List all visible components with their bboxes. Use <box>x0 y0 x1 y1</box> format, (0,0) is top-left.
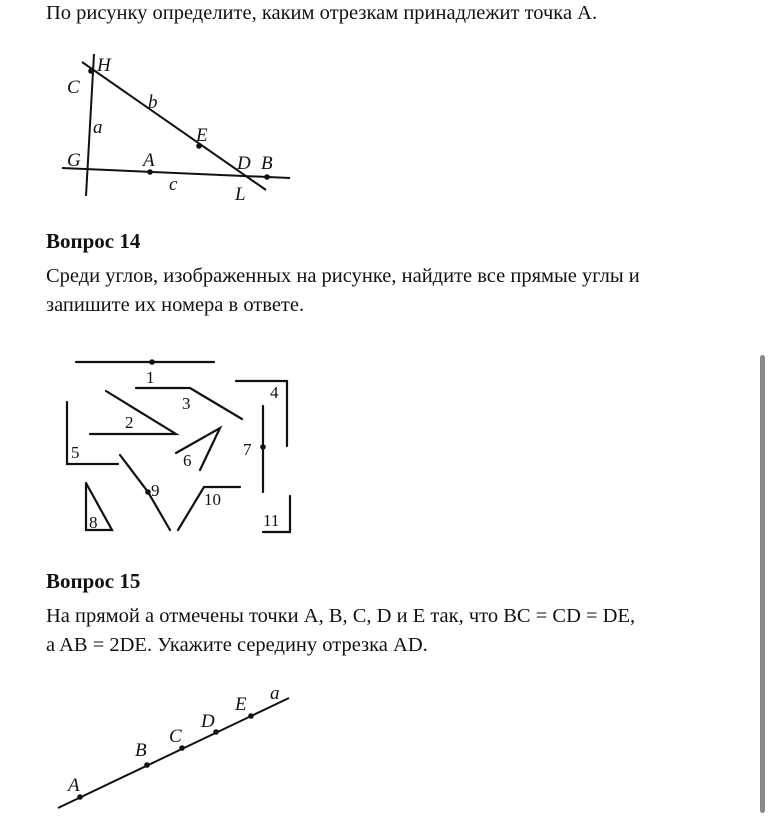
q15-label-c: C <box>169 726 182 747</box>
label-c: C <box>67 77 80 98</box>
q14-text-line2: запишите их номера в ответе. <box>46 294 305 316</box>
angle-6-number: 6 <box>183 451 192 470</box>
angle-9-number: 9 <box>151 481 160 500</box>
label-e: E <box>196 125 208 146</box>
angle-2-number: 2 <box>125 413 134 432</box>
label-h: H <box>97 55 111 76</box>
q15-label-b: B <box>135 740 147 761</box>
q15-label-d: D <box>201 711 215 732</box>
angle-11-number: 11 <box>263 511 280 530</box>
label-b-point: B <box>261 153 273 174</box>
angle-4-number: 4 <box>270 383 279 402</box>
q15-title: Вопрос 15 <box>46 569 141 593</box>
label-d: D <box>237 153 251 174</box>
label-g: G <box>67 150 81 171</box>
q15-label-e: E <box>235 694 247 715</box>
q14-text-line1: Среди углов, изображенных на рисунке, найдите все прямые углы и <box>46 265 640 287</box>
angle-7-number: 7 <box>243 440 252 459</box>
q15-label-line: a <box>270 683 280 704</box>
label-a: a <box>93 117 103 138</box>
q15-label-a: A <box>68 775 80 796</box>
q15-text-line1: На прямой a отмечены точки A, B, C, D и E так, что BC = CD = DE, <box>46 605 636 627</box>
angle-3-number: 3 <box>182 394 191 413</box>
angle-1-number: 1 <box>146 368 155 387</box>
label-c-line: c <box>169 174 178 195</box>
q13-text: По рисунку определите, каким отрезкам принадлежит точка А. <box>46 2 598 24</box>
label-a-point: A <box>143 150 155 171</box>
q15-text-line2: a AB = 2DE. Укажите середину отрезка AD. <box>46 634 428 656</box>
label-b: b <box>148 92 158 113</box>
scrollbar[interactable] <box>760 355 765 813</box>
angle-10-number: 10 <box>204 490 221 509</box>
angle-5-number: 5 <box>71 443 80 462</box>
q15-point-e <box>248 713 254 719</box>
line-a-q15 <box>58 698 289 808</box>
label-l: L <box>235 184 246 205</box>
q14-title: Вопрос 14 <box>46 229 141 253</box>
angle-8-number: 8 <box>89 513 98 532</box>
q15-point-b <box>144 762 150 768</box>
